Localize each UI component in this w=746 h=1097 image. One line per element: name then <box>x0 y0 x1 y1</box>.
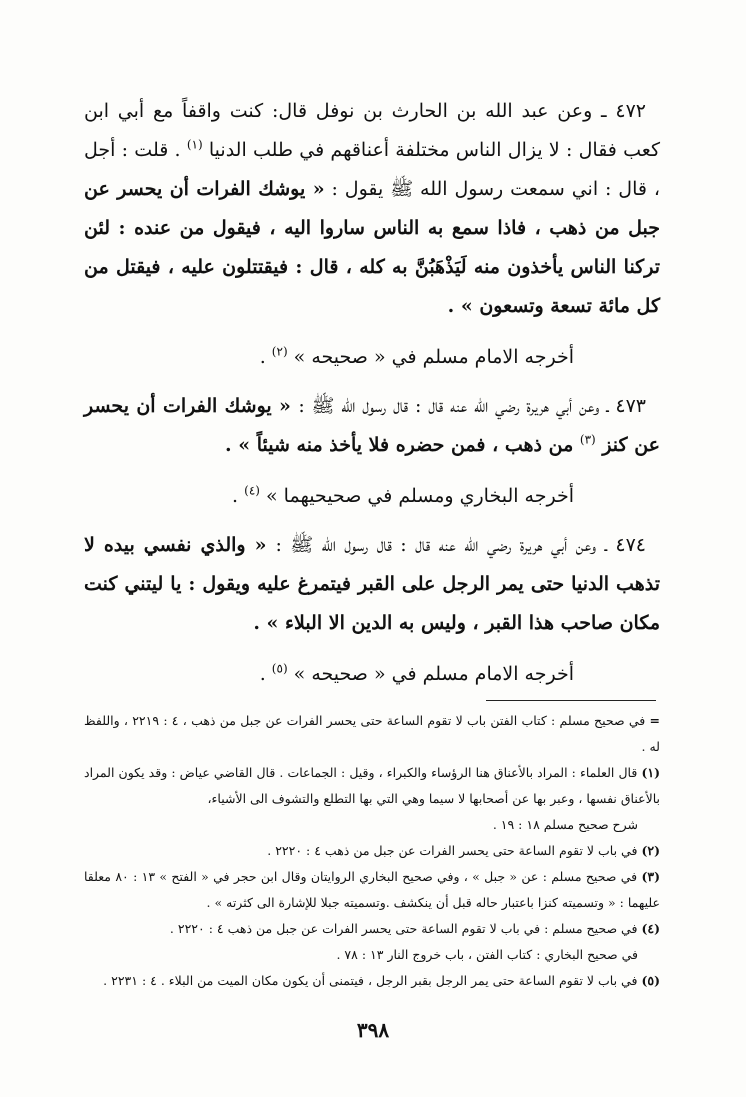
footnote-2 <box>84 838 660 864</box>
footnote-4-text: في صحيح مسلم : في باب لا تقوم الساعة حتى يحسر الفرات عن جبل من ذهب ٤ : ٢٢٢٠ . <box>169 921 638 936</box>
footnote-2-label: (٢) <box>641 843 660 858</box>
footnote-ref-4[interactable]: (٤) <box>244 483 260 498</box>
source-473 <box>84 477 660 516</box>
hadith-472 <box>84 92 660 326</box>
hadith-474 <box>84 526 660 643</box>
source-474-end: . <box>259 663 272 685</box>
source-472 <box>84 338 660 377</box>
hadith-472-intro: ٤٧٢ ـ وعن عبد الله بن الحارث بن نوفل قال: كنت واقفاً مع أبي ابن كعب فقال : لا يزال الناس مختلفة أعناقهم في طلب الدنيا <box>84 100 660 161</box>
footnote-1-label: (١) <box>641 765 660 780</box>
footnote-1 <box>84 760 660 838</box>
footnote-ref-2[interactable]: (٢) <box>271 344 288 359</box>
hadith-473-quote-a: « يوشك الفرات أن يحسر عن كنز <box>84 395 660 456</box>
footnote-ref-1[interactable]: (١) <box>186 137 203 152</box>
footnote-2-text: في باب لا تقوم الساعة حتى يحسر الفرات عن جبل من ذهب ٤ : ٢٢٢٠ . <box>267 843 638 858</box>
footnote-continued-label: = <box>649 713 660 728</box>
footnote-5 <box>84 968 660 994</box>
footnote-1-text: قال العلماء : المراد بالأعناق هنا الرؤساء والكبراء ، وقيل : الجماعات . قال القاضي عياض : وقد يكون المراد بالأعناق نفسها ، وعبر بها عن أصحابها لا سيما وهي التي بها التطلع والتشوف الى الأشياء، <box>84 765 660 806</box>
footnote-separator <box>486 700 656 701</box>
footnote-3 <box>84 864 660 916</box>
footnote-5-text: في باب لا تقوم الساعة حتى يمر الرجل بقبر الرجل ، فيتمنى أن يكون مكان الميت من البلاء . ٤ : ٢٢٣١ . <box>103 973 638 988</box>
hadith-473-intro: ٤٧٣ ـ وعن أبي هريرة رضي الله عنه قال : قال رسول الله ﷺ : <box>298 395 647 417</box>
hadith-474-intro: ٤٧٤ ـ وعن أبي هريرة رضي الله عنه قال : قال رسول الله ﷺ : <box>275 534 646 556</box>
source-473-text: أخرجه البخاري ومسلم في صحيحيهما » <box>259 485 574 507</box>
main-text <box>84 92 660 704</box>
source-473-end: . <box>232 485 245 507</box>
hadith-474-quote: « والذي نفسي بيده لا تذهب الدنيا حتى يمر الرجل على القبر فيتمرغ عليه ويقول : يا ليتني كنت مكان صاحب هذا القبر ، وليس به الدين الا البلاء » . <box>84 534 660 634</box>
source-474-text: أخرجه الامام مسلم في « صحيحه » <box>287 663 574 685</box>
footnote-3-label: (٣) <box>641 869 660 884</box>
footnote-ref-5[interactable]: (٥) <box>271 661 288 676</box>
footnote-4-label: (٤) <box>641 921 660 936</box>
footnotes <box>84 708 660 994</box>
source-472-end: . <box>259 346 272 368</box>
footnote-4 <box>84 916 660 968</box>
hadith-473-quote-b: من ذهب ، فمن حضره فلا يأخذ منه شيئاً » . <box>225 434 580 456</box>
footnote-ref-3[interactable]: (٣) <box>579 432 596 447</box>
footnote-3-text: في صحيح مسلم : عن « جبل » ، وفي صحيح البخاري الروايتان وقال ابن حجر في « الفتح » ١٣ : ٨٠ معلقا عليهما : « وتسميته كنزا باعتبار حاله قبل أن ينكشف .وتسميته جبلا للإشارة الى كثرته » . <box>84 869 660 910</box>
footnote-5-label: (٥) <box>641 973 660 988</box>
hadith-473 <box>84 387 660 465</box>
hadith-472-mid: . قلت : أجل ، قال : اني سمعت رسول الله ﷺ يقول : <box>84 139 660 200</box>
footnote-continued <box>84 708 660 760</box>
source-474 <box>84 655 660 694</box>
source-472-text: أخرجه الامام مسلم في « صحيحه » <box>287 346 574 368</box>
footnote-4-cont: في صحيح البخاري : كتاب الفتن ، باب خروج النار ١٣ : ٧٨ . <box>336 947 638 962</box>
hadith-472-quote: « يوشك الفرات أن يحسر عن جبل من ذهب ، فاذا سمع به الناس ساروا اليه ، فيقول من عنده : لئن تركنا الناس يأخذون منه لَيَذْهَبُنَّ به كله ، قال : فيقتتلون عليه ، فيقتل من كل مائة تسعة وتسعون » . <box>84 178 660 317</box>
footnote-continued-text: في صحيح مسلم : كتاب الفتن باب لا تقوم الساعة حتى يحسر الفرات عن جبل من ذهب ، ٤ : ٢٢١٩ ، واللفظ له . <box>84 713 660 754</box>
page-number: ٣٩٨ <box>356 1018 390 1042</box>
footnote-1-cont: شرح صحيح مسلم ١٨ : ١٩ . <box>492 817 638 832</box>
